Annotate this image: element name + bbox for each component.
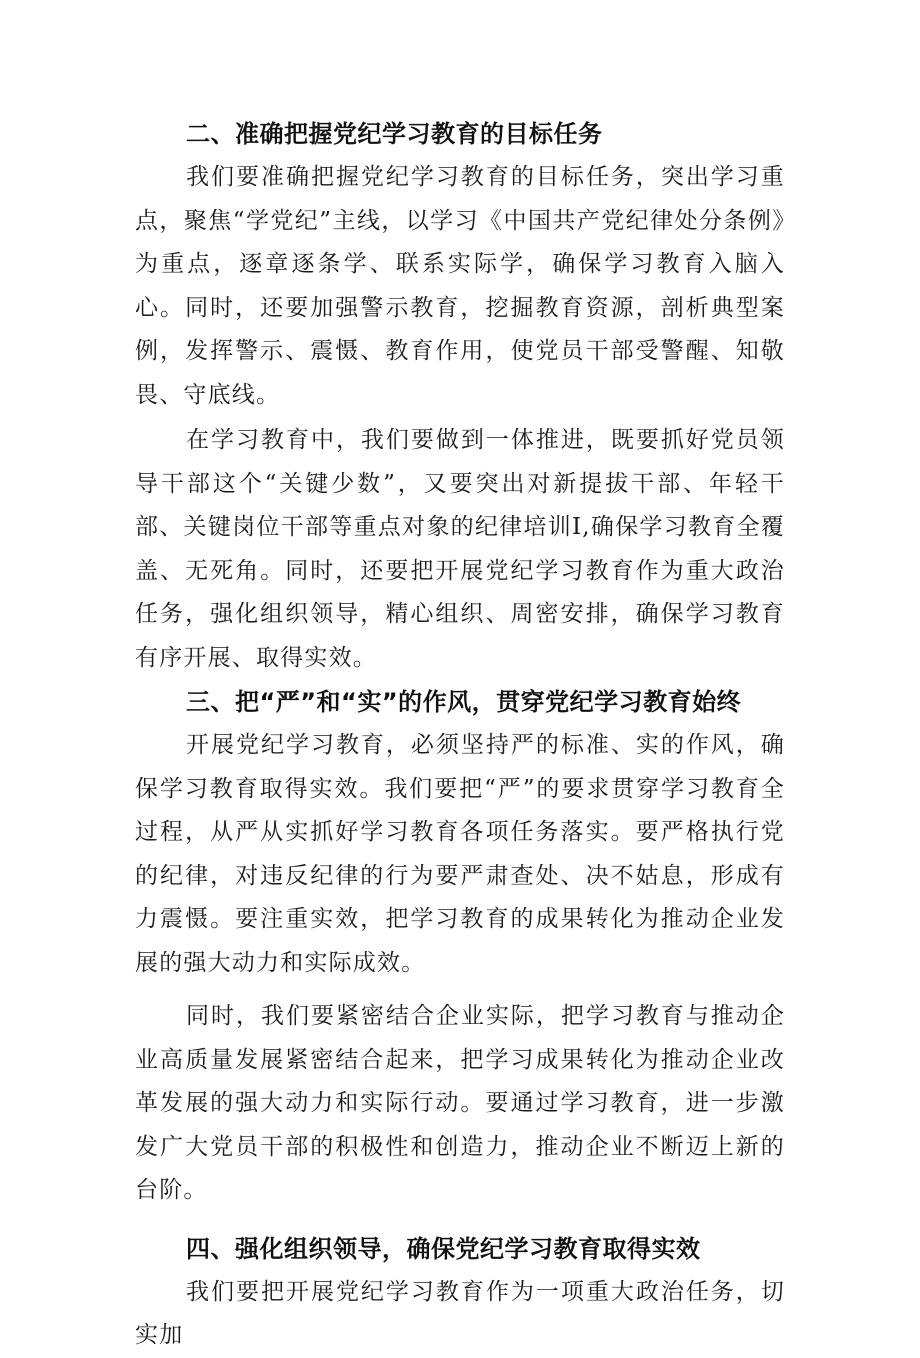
paragraph: 我们要把开展党纪学习教育作为一项重大政治任务，切实加 (135, 1278, 785, 1348)
paragraph: 同时，我们要紧密结合企业实际，把学习教育与推动企业高质量发展紧密结合起来，把学习成果转化为推动企业改革发展的强大动力和实际行动。要通过学习教育，进一步激发广大党员干部的积极性和创造力，推动企业不断迈上新的台阶。 (135, 1003, 785, 1203)
section-heading-4: 四、强化组织领导，确保党纪学习教育取得实效 (186, 1234, 701, 1263)
paragraph: 在学习教育中，我们要做到一体推进，既要抓好党员领导干部这个“关键少数”，又要突出对新提拔干部、年轻干部、关键岗位干部等重点对象的纪律培训I,确保学习教育全覆盖、无死角。同时，还要把开展党纪学习教育作为重大政治任务，强化组织领导，精心组织、周密安排，确保学习教育有序开展、取得实效。 (135, 427, 785, 671)
section-heading-3: 三、把“严”和“实”的作风，贯穿党纪学习教育始终 (186, 688, 742, 716)
paragraph: 开展党纪学习教育，必须坚持严的标准、实的作风，确保学习教育取得实效。我们要把“严”的要求贯穿学习教育全过程，从严从实抓好学习教育各项任务落实。要严格执行党的纪律，对违反纪律的行为要严肃查处、决不姑息，形成有力震慑。要注重实效，把学习教育的成果转化为推动企业发展的强大动力和实际成效。 (135, 732, 785, 976)
paragraph: 我们要准确把握党纪学习教育的目标任务，突出学习重点，聚焦“学党纪”主线，以学习《中国共产党纪律处分条例》为重点，逐章逐条学、联系实际学，确保学习教育入脑入心。同时，还要加强警示教育，挖掘教育资源，剖析典型案例，发挥警示、震慑、教育作用，使党员干部受警醒、知敬畏、守底线。 (135, 164, 785, 408)
section-heading-2: 二、准确把握党纪学习教育的目标任务 (186, 120, 603, 148)
document-body (135, 112, 785, 1358)
